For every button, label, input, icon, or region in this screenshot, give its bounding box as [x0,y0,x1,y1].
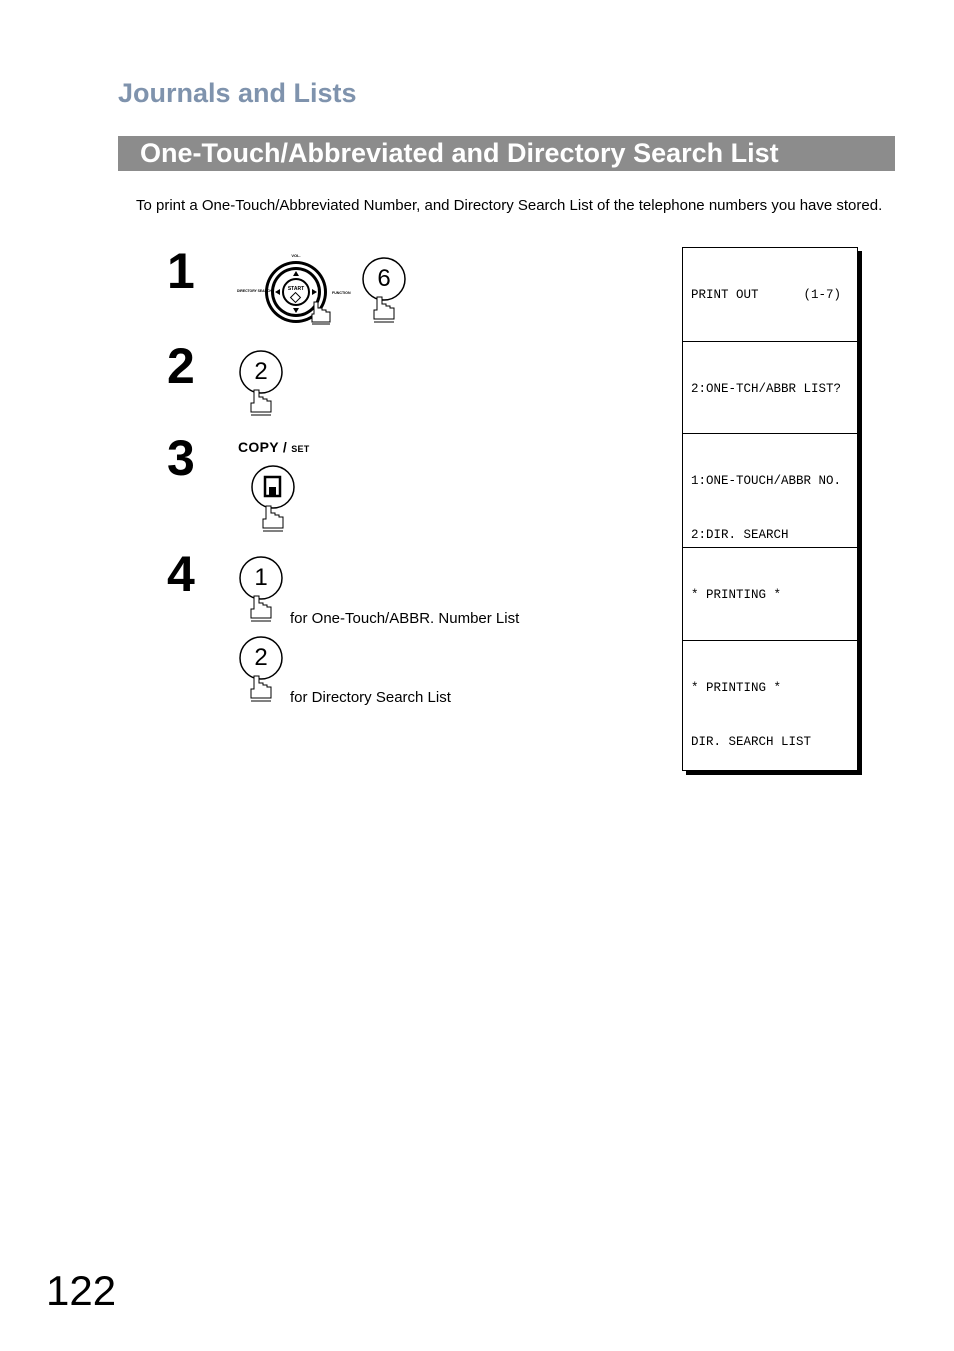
intro-text: To print a One-Touch/Abbreviated Number, and Directory Search List of the telephone numbers you have stored. [136,197,883,214]
step-number-1: 1 [167,243,195,299]
option-caption-1: for One-Touch/ABBR. Number List [290,610,520,627]
lcd-line-1: * PRINTING * [691,588,782,602]
key-label: 2 [254,358,268,385]
pointing-finger-icon [263,506,283,531]
lcd-line-1: * PRINTING * [691,681,782,695]
numeric-key-2-button[interactable] [239,350,283,420]
start-label: START [287,286,305,292]
lcd-display-step4-option2 [682,640,858,771]
step-number-3: 3 [167,430,195,486]
numeric-key-1-button[interactable] [239,556,283,626]
lcd-display-step3 [682,433,858,564]
title-banner [118,136,895,171]
lcd-line-2: 2:DIR. SEARCH [691,528,789,542]
copy-label: COPY [238,439,279,455]
key-label: 1 [254,564,268,591]
page-title: One-Touch/Abbreviated and Directory Search List [140,138,779,168]
directory-search-label: DIRECTORY SEARCH [237,289,272,293]
lcd-line-2: DIR. SEARCH LIST [691,735,812,749]
step-number-2: 2 [167,338,195,394]
copy-set-label: COPY / SET [238,439,310,455]
copy-set-key-icon [250,465,298,535]
key-label: 2 [254,644,268,671]
key-label: 6 [377,265,391,292]
copy-set-button[interactable] [250,465,298,535]
set-label: SET [291,444,310,454]
lcd-line-1: PRINT OUT (1-7) [691,288,842,302]
numeric-key-2-button[interactable] [239,636,283,706]
numeric-key-6-button[interactable] [362,257,406,327]
function-label: FUNCTION [332,291,351,295]
lcd-line-1: 2:ONE-TCH/ABBR LIST? [691,382,842,396]
page-number: 122 [46,1267,117,1314]
section-title: Journals and Lists [118,78,357,108]
control-panel-dial-icon [234,250,360,328]
step-number-4: 4 [167,546,195,602]
option-caption-2: for Directory Search List [290,689,451,706]
lcd-line-1: 1:ONE-TOUCH/ABBR NO. [691,474,842,488]
vol-label: VOL. [291,253,301,258]
